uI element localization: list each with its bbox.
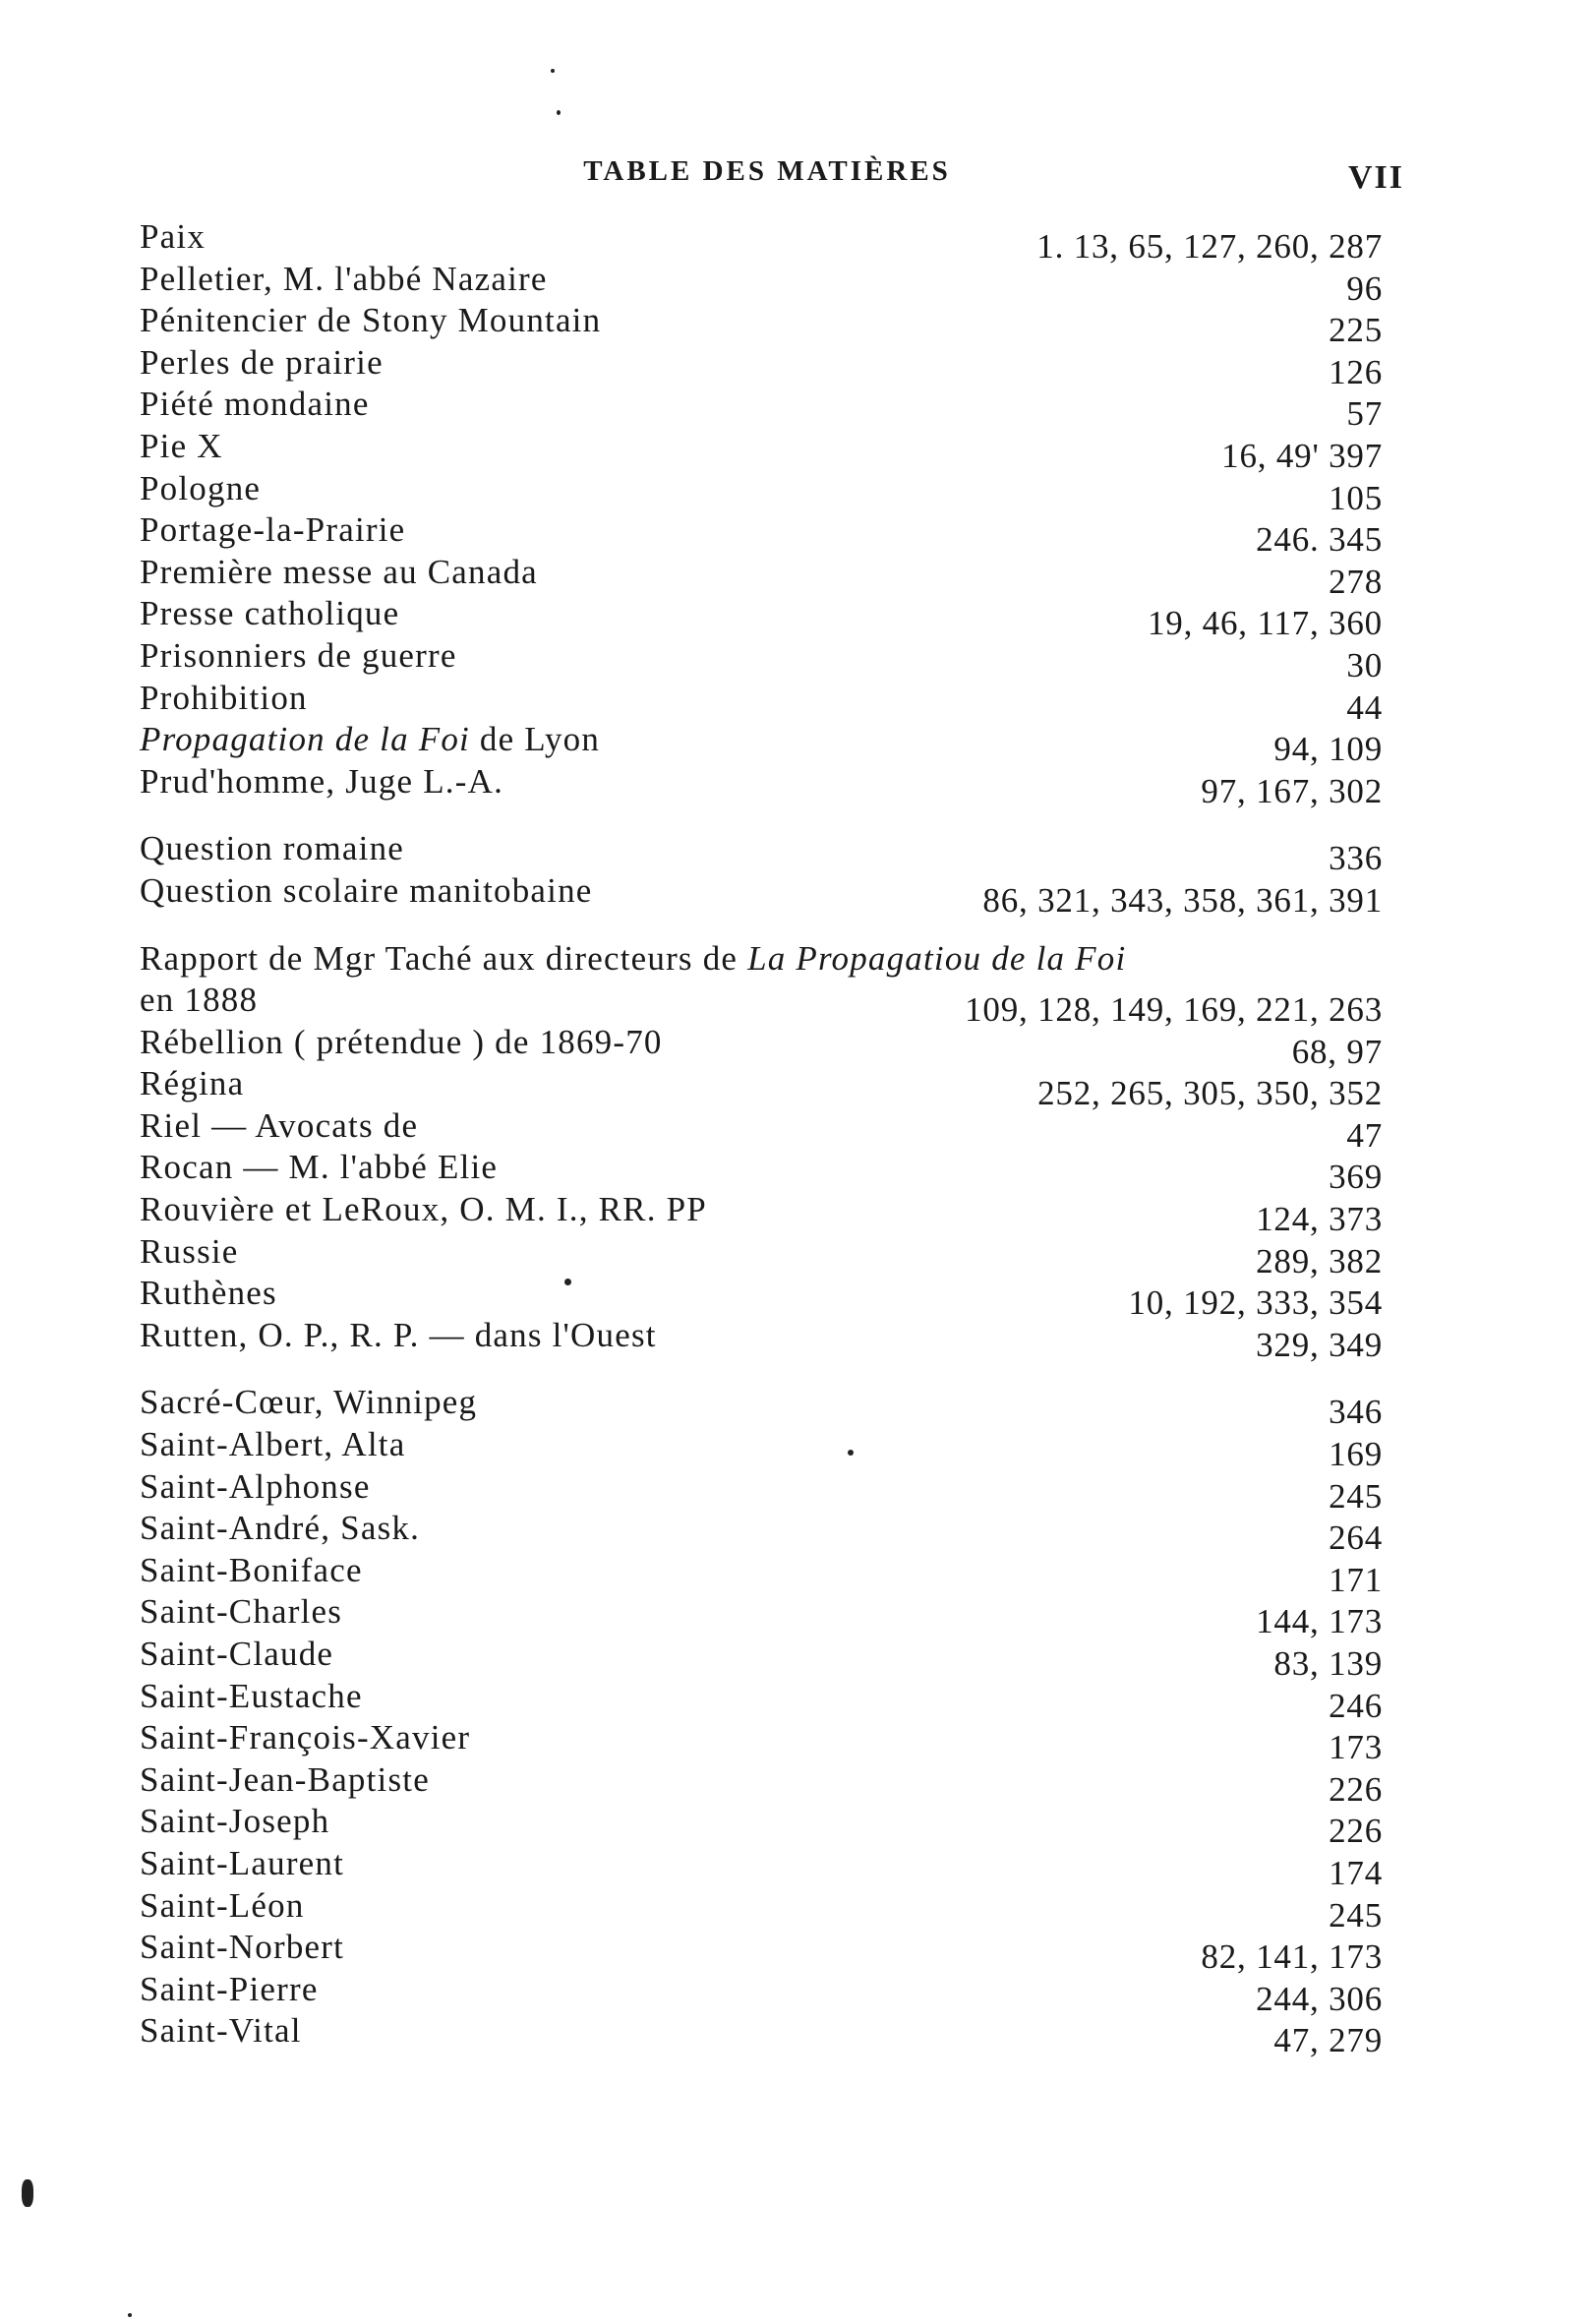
entry-pages: 369 (1329, 1158, 1383, 1197)
entry-pages: 47 (1346, 1115, 1383, 1155)
scan-speck (557, 110, 561, 115)
entry-pages: 126 (1329, 352, 1383, 391)
entry-pages: 57 (1346, 394, 1383, 434)
entry-term-text: Régina (140, 1064, 245, 1103)
index-entry (124, 938, 1383, 986)
entry-term (140, 980, 258, 1022)
scan-speck (564, 1279, 571, 1285)
index-entry (124, 1969, 1383, 2018)
entry-term (140, 1508, 420, 1550)
entry-term (140, 426, 223, 468)
entry-term (140, 1759, 430, 1802)
entry-term-text: en 1888 (140, 981, 259, 1020)
entry-pages: 336 (1329, 839, 1383, 878)
index-entry (124, 1843, 1383, 1892)
entry-term (140, 1105, 418, 1148)
page-number: VII (1347, 159, 1404, 196)
entry-term-text: Saint-Boniface (140, 1550, 363, 1589)
entry-term-text: Presse catholique (140, 594, 400, 633)
index-entry (124, 385, 1383, 434)
entry-pages: 246. 345 (1256, 520, 1383, 560)
index-entry (124, 1022, 1383, 1071)
entry-term-text: Ruthènes (140, 1274, 277, 1313)
entry-term-text: Rouvière et LeRoux, O. M. I., RR. PP (140, 1190, 707, 1229)
entry-pages: 329, 349 (1256, 1325, 1383, 1364)
index-section-r (124, 938, 1383, 1364)
entry-term (140, 1676, 363, 1718)
entry-term (140, 938, 1126, 981)
entry-term (140, 216, 206, 259)
entry-term-text: Question scolaire manitobaine (140, 870, 593, 910)
entry-term (140, 1424, 405, 1466)
entry-term-text: Rutten, O. P., R. P. — dans l'Ouest (140, 1315, 657, 1354)
scan-speck (551, 69, 555, 73)
index-entry (124, 2011, 1383, 2060)
index-entry (124, 1315, 1383, 1364)
entry-pages: 10, 192, 333, 354 (1128, 1283, 1383, 1323)
entry-term-text: Saint-André, Sask. (140, 1509, 421, 1548)
entry-term-text: Perles de prairie (140, 342, 384, 382)
entry-term (140, 2010, 302, 2053)
scan-speck (128, 2313, 132, 2317)
entry-term-text: Piété mondaine (140, 385, 370, 424)
entry-term-text: Sacré-Cœur, Winnipeg (140, 1383, 478, 1422)
entry-term (140, 1466, 371, 1509)
index-entry (124, 426, 1383, 475)
entry-term-text: Première messe au Canada (140, 552, 538, 591)
entry-term (140, 384, 370, 426)
entry-term-text: Russie (140, 1231, 239, 1271)
entry-term (140, 593, 399, 635)
entry-term (140, 1382, 477, 1424)
entry-term-text: Pie X (140, 426, 223, 465)
index-entries (124, 217, 1383, 2060)
entry-pages: 289, 382 (1256, 1241, 1383, 1280)
entry-pages: 1. 13, 65, 127, 260, 287 (1036, 227, 1383, 266)
entry-term-text: Paix (140, 217, 207, 256)
entry-term (140, 1022, 663, 1064)
scan-speck (848, 1450, 854, 1456)
entry-pages: 174 (1329, 1853, 1383, 1892)
entry-term (140, 1315, 657, 1357)
entry-term-text: Pénitencier de Stony Mountain (140, 301, 602, 340)
entry-pages: 83, 139 (1273, 1644, 1383, 1683)
entry-term-text: Saint-Pierre (140, 1969, 319, 2008)
index-entry (124, 761, 1383, 810)
scan-speck (22, 2179, 33, 2207)
index-entry (124, 870, 1383, 920)
entry-pages: 97, 167, 302 (1201, 771, 1383, 810)
entry-term-text: Saint-Laurent (140, 1843, 345, 1882)
entry-term (140, 1063, 244, 1105)
entry-pages: 47, 279 (1273, 2021, 1383, 2060)
entry-term-text: Rébellion ( prétendue ) de 1869-70 (140, 1022, 663, 1061)
entry-term (140, 468, 261, 510)
entry-term (140, 552, 538, 594)
entry-term (140, 300, 601, 342)
entry-term (140, 1147, 498, 1189)
entry-term (140, 259, 548, 301)
index-entry (124, 1231, 1383, 1280)
entry-pages: 226 (1329, 1769, 1383, 1809)
running-head (138, 148, 1404, 197)
entry-pages: 86, 321, 343, 358, 361, 391 (982, 880, 1383, 920)
entry-term-text: Pelletier, M. l'abbé Nazaire (140, 259, 548, 298)
entry-term-text: Prud'homme, Juge L.-A. (140, 761, 504, 801)
entry-term-text: Riel — Avocats de (140, 1105, 419, 1145)
entry-term-text: Saint-Alphonse (140, 1466, 371, 1506)
entry-term (140, 342, 384, 385)
index-section-q (124, 829, 1383, 920)
entry-term-text: Pologne (140, 468, 262, 507)
entry-pages: 109, 128, 149, 169, 221, 263 (965, 990, 1383, 1030)
entry-term (140, 1189, 707, 1231)
entry-term-italic: Propagation de la Foi (140, 720, 470, 759)
entry-pages: 82, 141, 173 (1201, 1937, 1383, 1977)
entry-term (140, 1231, 239, 1274)
entry-pages: 226 (1329, 1812, 1383, 1851)
entry-term-text: Question romaine (140, 829, 405, 868)
entry-pages: 144, 173 (1256, 1602, 1383, 1641)
entry-term-italic: La Propagatiou de la Foi (747, 938, 1127, 978)
entry-term-text: Saint-Charles (140, 1592, 343, 1632)
entry-term (140, 1591, 342, 1634)
entry-term (140, 1717, 470, 1759)
entry-term (140, 509, 405, 552)
entry-term-text: Saint-Léon (140, 1885, 305, 1925)
entry-pages: 245 (1329, 1895, 1383, 1935)
entry-term (140, 1885, 305, 1928)
entry-term-text: Rapport de Mgr Taché aux directeurs de (140, 938, 748, 978)
running-title: TABLE DES MATIÈRES (583, 155, 951, 187)
entry-pages: 225 (1329, 311, 1383, 350)
entry-term (140, 1843, 344, 1885)
entry-pages: 19, 46, 117, 360 (1147, 604, 1383, 643)
entry-pages: 30 (1346, 645, 1383, 685)
entry-term-text: Saint-Claude (140, 1635, 334, 1673)
entry-term-text: Portage-la-Prairie (140, 510, 406, 550)
entry-term (140, 635, 457, 678)
entry-term-text: Prohibition (140, 678, 308, 717)
entry-term (140, 678, 308, 720)
entry-pages: 68, 97 (1291, 1032, 1383, 1071)
entry-pages: 346 (1329, 1393, 1383, 1432)
entry-pages: 44 (1346, 687, 1383, 727)
entry-term-text: Saint-Norbert (140, 1928, 345, 1967)
entry-term-text: Saint-Jean-Baptiste (140, 1759, 430, 1799)
entry-term (140, 719, 600, 761)
index-entry (124, 635, 1383, 685)
entry-pages: 124, 373 (1256, 1200, 1383, 1239)
entry-term-text: Saint-Joseph (140, 1802, 330, 1841)
entry-term-rest: de Lyon (469, 720, 601, 759)
entry-pages: 244, 306 (1256, 1979, 1383, 2018)
entry-term-text: Saint-Eustache (140, 1676, 363, 1715)
entry-term (140, 828, 404, 870)
entry-pages: 96 (1346, 268, 1383, 308)
entry-term (140, 1801, 329, 1843)
entry-pages: 169 (1329, 1435, 1383, 1474)
index-entry (124, 1190, 1383, 1239)
entry-term (140, 761, 503, 804)
entry-pages: 245 (1329, 1476, 1383, 1516)
entry-pages: 264 (1329, 1518, 1383, 1558)
entry-term (140, 1550, 363, 1592)
entry-pages: 278 (1329, 562, 1383, 601)
entry-term-text: Saint-Vital (140, 2011, 302, 2051)
index-section-p (124, 217, 1383, 810)
entry-pages: 252, 265, 305, 350, 352 (1037, 1074, 1383, 1113)
entry-term (140, 1273, 277, 1315)
entry-term-text: Saint-Albert, Alta (140, 1425, 406, 1464)
entry-pages: 171 (1329, 1560, 1383, 1599)
entry-pages: 94, 109 (1273, 730, 1383, 769)
entry-term (140, 1927, 344, 1969)
entry-term (140, 1634, 333, 1676)
entry-term-text: Prisonniers de guerre (140, 635, 457, 675)
entry-term (140, 870, 593, 913)
index-section-s (124, 1383, 1383, 2060)
entry-pages: 16, 49' 397 (1221, 436, 1383, 475)
entry-term (140, 1969, 319, 2011)
entry-pages: 173 (1329, 1728, 1383, 1767)
entry-pages: 246 (1329, 1686, 1383, 1725)
entry-term-text: Rocan — M. l'abbé Elie (140, 1148, 499, 1187)
entry-pages: 105 (1329, 478, 1383, 517)
entry-term-text: Saint-François-Xavier (140, 1718, 471, 1757)
